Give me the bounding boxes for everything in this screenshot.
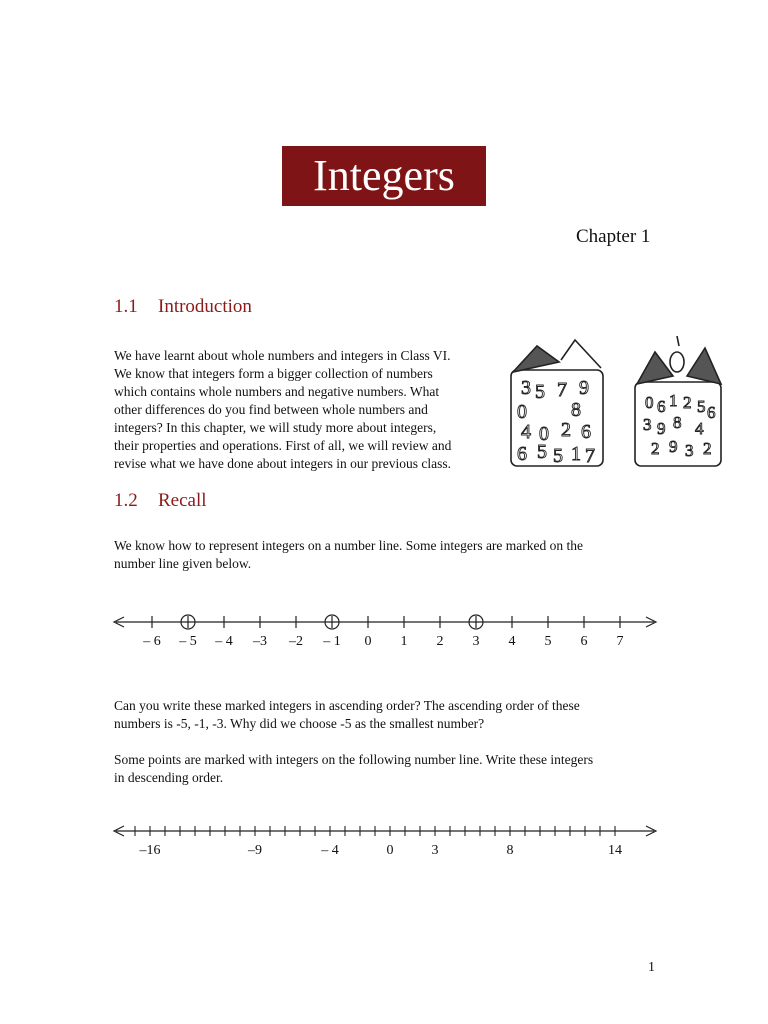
illustration-digit: 3 (685, 441, 694, 460)
tick-label: – 6 (143, 634, 161, 649)
section-title: Introduction (158, 296, 252, 317)
floating-stroke (677, 336, 679, 346)
text-line: revise what we have done about integers in our previous class. (114, 456, 452, 471)
floating-zero (670, 352, 684, 372)
illustration-digit: 6 (707, 403, 716, 422)
chapter-title: Integers (313, 151, 455, 200)
illustration-digit: 6 (581, 421, 591, 443)
text-line: other differences do you find between whole numbers and (114, 402, 428, 417)
tick-label: – 4 (215, 634, 233, 649)
illustration-digit: 4 (521, 421, 531, 443)
illustration-digit: 7 (557, 379, 567, 401)
text-line: integers? In this chapter, we will study more about integers, (114, 420, 437, 435)
right-box-flap (637, 352, 673, 384)
section-number: 1.2 (114, 490, 138, 511)
tick-label: 6 (580, 634, 588, 649)
tick-label: 0 (364, 634, 372, 649)
points-paragraph (114, 751, 593, 787)
tick-label: – 4 (321, 843, 339, 858)
illustration-digit: 6 (657, 397, 666, 416)
text-line: We have learnt about whole numbers and integers in Class VI. (114, 348, 451, 363)
illustration-digit: 0 (645, 393, 654, 412)
question-paragraph (114, 697, 580, 733)
left-box-flap (513, 346, 559, 372)
illustration-digit: 3 (643, 415, 652, 434)
illustration-digit: 0 (539, 423, 549, 445)
section-heading-introduction (114, 296, 252, 318)
illustration-digit: 8 (571, 399, 581, 421)
number-line-2 (110, 818, 670, 863)
text-line: We know that integers form a bigger collection of numbers (114, 366, 433, 381)
text-line: in descending order. (114, 770, 224, 785)
illustration-digit: 0 (517, 401, 527, 423)
tick-label: –3 (253, 634, 267, 649)
chapter-label: Chapter 1 (576, 226, 651, 247)
illustration-digit: 1 (571, 443, 581, 465)
intro-paragraph (114, 347, 451, 473)
recall-paragraph (114, 537, 583, 573)
text-line: numbers is -5, -1, -3. Why did we choose -5 as the smallest number? (114, 716, 485, 731)
page-number: 1 (648, 960, 655, 975)
tick-label: – 5 (179, 634, 197, 649)
tick-label: 4 (508, 634, 516, 649)
number-boxes-illustration (505, 332, 735, 472)
text-line: We know how to represent integers on a number line. Some integers are marked on the (114, 538, 584, 553)
tick-label: 7 (616, 634, 624, 649)
illustration-digit: 6 (517, 443, 527, 465)
text-line: their properties and operations. First of all, we will review and (114, 438, 452, 453)
section-title: Recall (158, 490, 207, 511)
text-line: number line given below. (114, 556, 252, 571)
tick-label: 3 (431, 843, 439, 858)
text-line: Can you write these marked integers in ascending order? The ascending order of these (114, 698, 580, 713)
illustration-digit: 5 (535, 381, 545, 403)
illustration-digit: 2 (651, 439, 660, 458)
text-line: which contains whole numbers and negative numbers. What (114, 384, 440, 399)
tick-label: 0 (386, 843, 394, 858)
section-number: 1.1 (114, 296, 138, 317)
chapter-title-banner (282, 146, 486, 206)
tick-label: –2 (289, 634, 303, 649)
tick-label: 14 (608, 843, 622, 858)
illustration-digit: 2 (561, 419, 571, 441)
right-box-flap (687, 348, 721, 384)
illustration-digit: 7 (585, 445, 595, 467)
illustration-digit: 9 (657, 419, 666, 438)
illustration-digit: 9 (669, 437, 678, 456)
illustration-digit: 5 (537, 441, 547, 463)
illustration-digit: 9 (579, 377, 589, 399)
illustration-digit: 5 (553, 445, 563, 467)
illustration-digit: 1 (669, 391, 678, 410)
tick-label: – 1 (323, 634, 341, 649)
tick-label: –16 (139, 843, 161, 858)
left-box-flap (561, 340, 601, 368)
text-line: Some points are marked with integers on the following number line. Write these integers (114, 752, 594, 767)
tick-label: 2 (436, 634, 444, 649)
number-line-1 (110, 605, 670, 655)
tick-label: –9 (248, 843, 262, 858)
illustration-digit: 5 (697, 397, 706, 416)
tick-label: 8 (506, 843, 514, 858)
section-heading-recall (114, 490, 207, 512)
tick-label: 3 (472, 634, 480, 649)
illustration-digit: 2 (683, 393, 692, 412)
illustration-digit: 2 (703, 439, 712, 458)
illustration-digit: 4 (695, 419, 704, 438)
illustration-digit: 8 (673, 413, 682, 432)
tick-label: 5 (544, 634, 552, 649)
tick-label: 1 (400, 634, 408, 649)
illustration-digit: 3 (521, 377, 531, 399)
